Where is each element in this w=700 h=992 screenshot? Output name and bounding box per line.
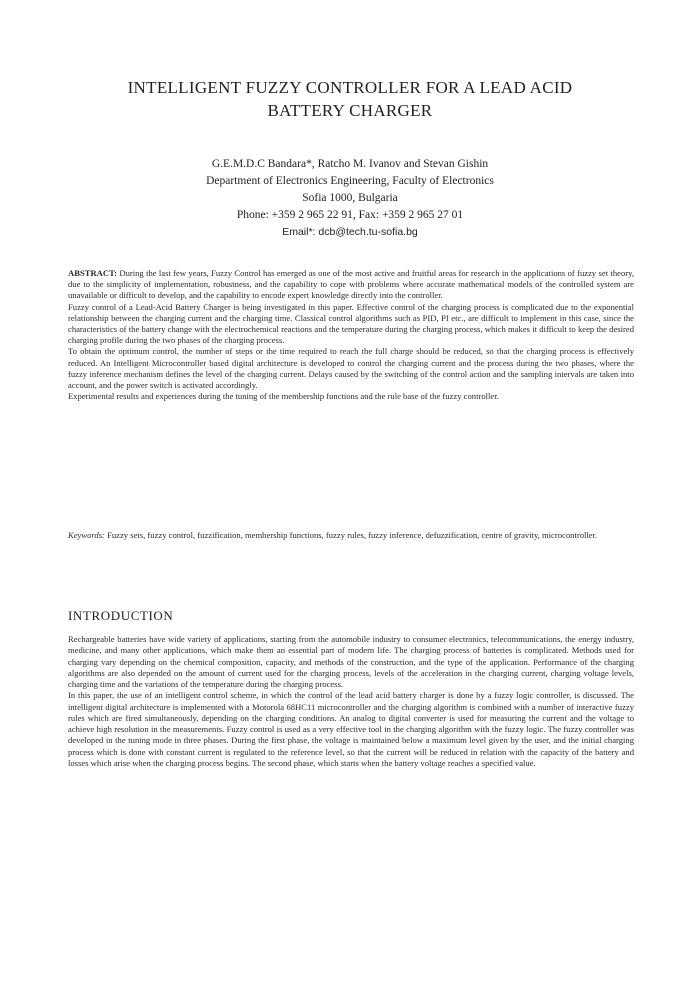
- abstract-text: During the last few years, Fuzzy Control has emerged as one of the most active and fruitful areas for research in the applications of fuzzy set theory, due to the simplicity of implementation, robustness, and the capability to cope with problems where accurate mathematical models of the controlled system are unavailable or difficult to develop, and the capability to encode expert knowledge directly into the controller.: [68, 268, 634, 301]
- author-block: [100, 156, 600, 241]
- abstract-text: Fuzzy control of a Lead-Acid Battery Charger is being investigated in this paper. Effective control of the charging process is complicated due to the exponential relationship between the charging current and the charging time. Classical control algorithms such as PID, PI etc., are difficult to implement in this case, since the characteristics of the battery change with the electrochemical reactions and the temperature during the charging process, which makes it difficult to keep the desired charging profile during the two phases of the charging process.: [68, 301, 634, 346]
- city: Sofia 1000, Bulgaria: [302, 192, 398, 204]
- abstract-paragraph: [68, 391, 634, 402]
- phone-fax: Phone: +359 2 965 22 91, Fax: +359 2 965 27 01: [236, 209, 464, 221]
- authors: G.E.M.D.C Bandara*, Ratcho M. Ivanov and Stevan Gishin: [211, 158, 489, 170]
- abstract-paragraph: [68, 268, 634, 302]
- section-heading-introduction: INTRODUCTION: [68, 608, 174, 623]
- intro-paragraph: Rechargeable batteries have wide variety of applications, starting from the automobile industry to consumer electronics, telecommunications, the energy industry, medicine, and many other applications, which make them an essential part of modern life. The charging process of batteries is complicated. Methods used for charging vary depending on the chemical composition, capacity, and methods of the construction, and the type of the application. Performance of the charging algorithms are also depended on the amount of current used for the charging process, levels of the acceleration in the charging current, charging voltage levels, charging time and the variations of the temperature during the charging process.: [68, 634, 634, 689]
- introduction-body: [68, 634, 634, 769]
- keywords: [68, 530, 634, 541]
- abstract-paragraph: [68, 346, 634, 391]
- keywords-lead: Keywords:: [68, 530, 105, 540]
- abstract-text: To obtain the optimum control, the number of steps or the time required to reach the full charge should be reduced, so that the charging process is effectively reduced. An Intelligent Microcontroller based digital architecture is developed to control the charging current and the process during the two phases, where the fuzzy inference mechanism defines the level of the charging current. Delays caused by the switching of the control action and the sampling intervals are taken into account, and the power switch is activated accordingly.: [68, 346, 634, 391]
- affiliation: Department of Electronics Engineering, Faculty of Electronics: [206, 175, 494, 187]
- email: Email*: dcb@tech.tu-sofia.bg: [282, 226, 418, 238]
- paper-title: [70, 76, 630, 122]
- abstract-lead: ABSTRACT:: [68, 268, 118, 278]
- abstract-paragraph: [68, 302, 634, 347]
- intro-paragraph: In this paper, the use of an intelligent control scheme, in which the control of the lead acid battery charger is done by a fuzzy logic controller, is discussed. The intelligent digital architecture is implemented with a Motorola 68HC11 microcontroller and the charging algorithm is combined with a number of interactive fuzzy rules which are fired simultaneously, depending on the charging conditions. An analog to digital converter is used for measuring the current and the voltage to achieve high resolution in the measurements. Fuzzy control is used as a very effective tool in the charging algorithm with the fuzzy logic. The fuzzy controller was developed in the tuning mode in three phases. During the first phase, the voltage is maintained below a maximum level given by the user, and the initial charging process which is done with constant current is regulated to the reference level, so that the current will be reduced in relation with the capacity of the battery and losses which arise when the charging process begins. The second phase, which starts when the battery voltage reaches a specified value.: [68, 690, 634, 768]
- abstract: [68, 268, 634, 402]
- title-line-2: BATTERY CHARGER: [267, 101, 433, 120]
- keywords-paragraph: [68, 530, 634, 541]
- title-line-1: INTELLIGENT FUZZY CONTROLLER FOR A LEAD ACID: [127, 78, 573, 97]
- abstract-text: Experimental results and experiences during the tuning of the membership functions and the rule base of the fuzzy controller.: [68, 391, 499, 402]
- keywords-text: Fuzzy sets, fuzzy control, fuzzification, membership functions, fuzzy rules, fuzzy inference, defuzzification, centre of gravity, microcontroller.: [104, 530, 598, 540]
